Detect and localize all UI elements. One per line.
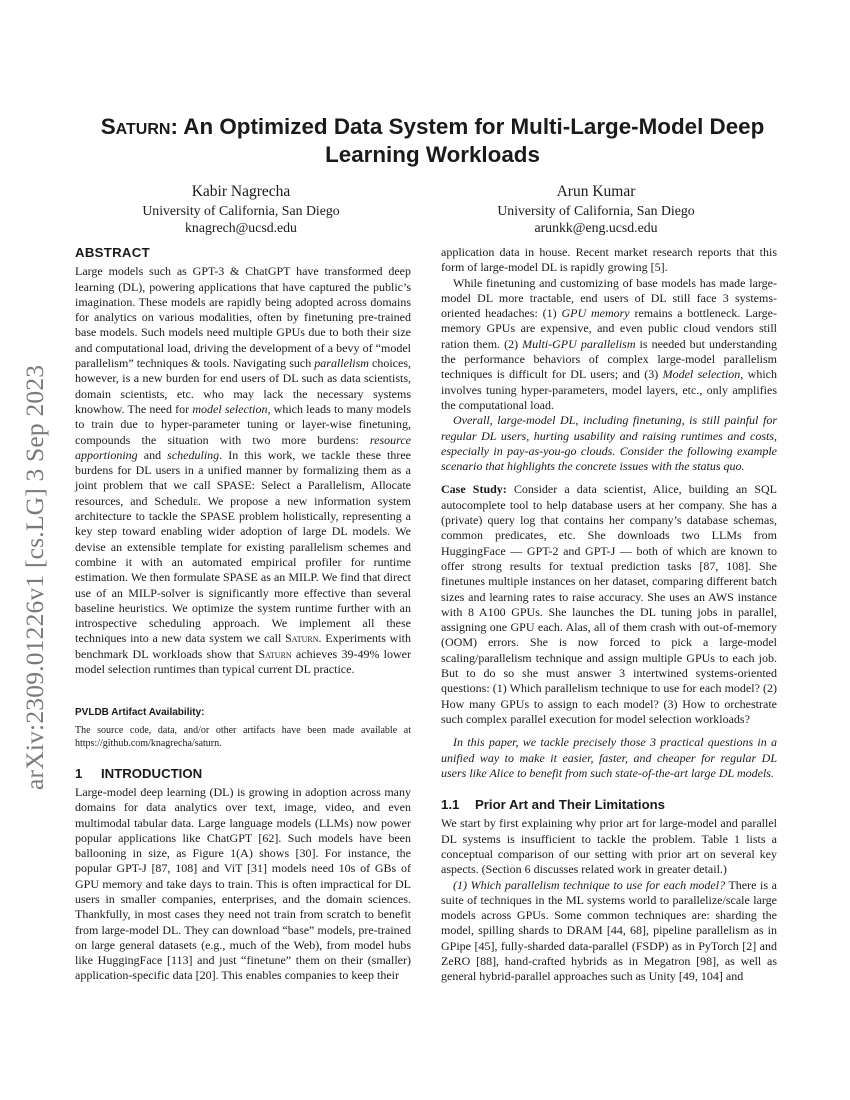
- paper-title: [60, 113, 805, 169]
- arxiv-stamp: arXiv:2309.01226v1 [cs.LG] 3 Sep 2023: [20, 364, 49, 790]
- author-affiliation: University of California, San Diego: [142, 203, 340, 218]
- author-affiliation: University of California, San Diego: [497, 203, 695, 218]
- paragraph-7: (1) Which parallelism technique to use for each model? There is a suite of techniques in the ML systems world to parallelize/scale large models across GPUs. Some common techniques are: sharding the model, spilling shards to DRAM [44, 68], pipeline parallelism as in GPipe [45], fully-sharded data-parallel (FSDP) as in PyTorch [2] and ZeRO [88], hand-crafted hybrids as in Megatron [98], as well as general hybrid-parallel approaches such as Unity [49, 104] and: [441, 877, 777, 984]
- artifact-heading: PVLDB Artifact Availability:: [75, 707, 205, 719]
- author-block-2: [446, 183, 746, 236]
- author-email: knagrech@ucsd.edu: [185, 220, 297, 235]
- paragraph-1: application data in house. Recent market research reports that this form of large-model DL is rapidly growing [5].: [441, 245, 777, 275]
- case-study-paragraph: Case Study: Consider a data scientist, Alice, building an SQL autocomplete tool to help database users at her company. She has a (private) query log that contains her company’s database schemas, common predicates, etc. She downloads two LLMs from HuggingFace — GPT-2 and GPT-J — both of which are known to offer strong results for textual prediction tasks [87, 108]. She finetunes multiple instances on her dataset, comparing different batch sizes and learning rates to raise accuracy. She uses an AWS instance with 8 A100 GPUs. She launches the DL tuning jobs in parallel, assigning one GPU each. Alas, all of them crash with out-of-memory (OOM) errors. She is now forced to pick a large-model scaling/parallelism technique and assign multiple GPUs to each job. But to do so she must answer 3 intertwined systems-oriented questions: (1) Which parallelism technique to use for each model? (2) How many GPUs to assign to each model? (3) How to orchestrate such complex parallel execution for model selection workloads?: [441, 482, 777, 726]
- paragraph-5: In this paper, we tackle precisely those 3 practical questions in a unified way to make it easier, faster, and cheaper for regular DL users like Alice to benefit from such state-of-the-art large DL models.: [441, 735, 777, 780]
- title-system-name: Saturn: [100, 114, 171, 139]
- right-column: [441, 245, 777, 985]
- paragraph-6: We start by first explaining why prior art for large-model and parallel DL systems is insufficient to tackle the problem. Table 1 lists a conceptual comparison of our setting with prior art on several key aspects. (Section 6 discusses related work in greater detail.): [441, 816, 777, 877]
- author-block-1: [91, 183, 391, 236]
- author-email: arunkk@eng.ucsd.edu: [534, 220, 658, 235]
- title-rest: : An Optimized Data System for Multi-Large-Model Deep Learning Workloads: [170, 114, 765, 167]
- subsection-heading: 1.1 Prior Art and Their Limitations: [441, 797, 666, 813]
- author-name: Arun Kumar: [556, 183, 636, 200]
- abstract-text: Large models such as GPT-3 & ChatGPT have transformed deep learning (DL), powering applications that have captured the public’s imagination. These models are rapidly being adopted across domains for analytics on various modalities, often by finetuning pre-trained base models. Such models need multiple GPUs due to both their size and computational load, driving the development of a bevy of “model parallelism” techniques & tools. Navigating such parallelism choices, however, is a new burden for end users of DL such as data scientists, domain scientists, etc. who may lack the necessary systems knowhow. The need for model selection, which leads to many models to train due to hyper-parameter tuning or layer-wise finetuning, compounds the situation with two more burdens: resource apportioning and scheduling. In this work, we tackle these three burdens for DL users in a unified manner by formalizing them as a joint problem that we call SPASE: Select a Parallelism, Allocate resources, and Schedule. We propose a new information system architecture to tackle the SPASE problem holistically, representing a key step toward enabling wider adoption of large DL models. We devise an extensible template for existing parallelism schemes and combine it with an automated empirical profiler for runtime estimation. We then formulate SPASE as an MILP. We find that direct use of an MILP-solver is significantly more effective than several baseline heuristics. We optimize the system runtime further with an introspective scheduling approach. We implement all these techniques into a new data system we call Saturn. Experiments with benchmark DL workloads show that Saturn achieves 39-49% lower model selection runtimes than typical current DL practice.: [75, 264, 412, 677]
- artifact-text: The source code, data, and/or other artifacts have been made available at https://github.com/knagrecha/saturn.: [75, 724, 411, 749]
- paragraph-3: Overall, large-model DL, including finetuning, is still painful for regular DL users, hurting usability and raising runtimes and costs, especially in pay-as-you-go clouds. Consider the following example scenario that highlights the concrete issues with the status quo.: [441, 413, 777, 474]
- author-name: Kabir Nagrecha: [191, 183, 291, 200]
- intro-heading: 1 INTRODUCTION: [75, 765, 203, 781]
- left-column: [75, 245, 411, 984]
- abstract-heading: ABSTRACT: [75, 245, 150, 260]
- intro-paragraph: Large-model deep learning (DL) is growing in adoption across many domains for data analytics over text, image, video, and even multimodal tabular data. Large language models (LLMs) now power popular applications like ChatGPT [62]. Such models have been ballooning in size, as Figure 1(A) shows [30]. For instance, the popular GPT-J [87, 108] and ViT [31] models need 10s of GBs of GPU memory and take days to train. This is often impractical for DL users in smaller companies, enterprises, and the domain sciences. Thankfully, in most cases they need not train from scratch to benefit from large-model DL. They can download “base” models, pre-trained on large general datasets (e.g., much of the Web), from model hubs like HuggingFace [113] and just “finetune” them on their (smaller) application-specific data [20]. This enables companies to keep their: [75, 784, 411, 983]
- paragraph-2: While finetuning and customizing of base models has made large-model DL more tractable, end users of DL still face 3 systems-oriented headaches: (1) GPU memory remains a bottleneck. Large-memory GPUs are expensive, and even public cloud vendors still ration them. (2) Multi-GPU parallelism is needed but understanding the performance behaviors of complex large-model parallelism techniques is difficult for DL users; and (3) Model selection, which involves tuning hyper-parameters, model layers, etc., only amplifies the computational load.: [441, 275, 777, 412]
